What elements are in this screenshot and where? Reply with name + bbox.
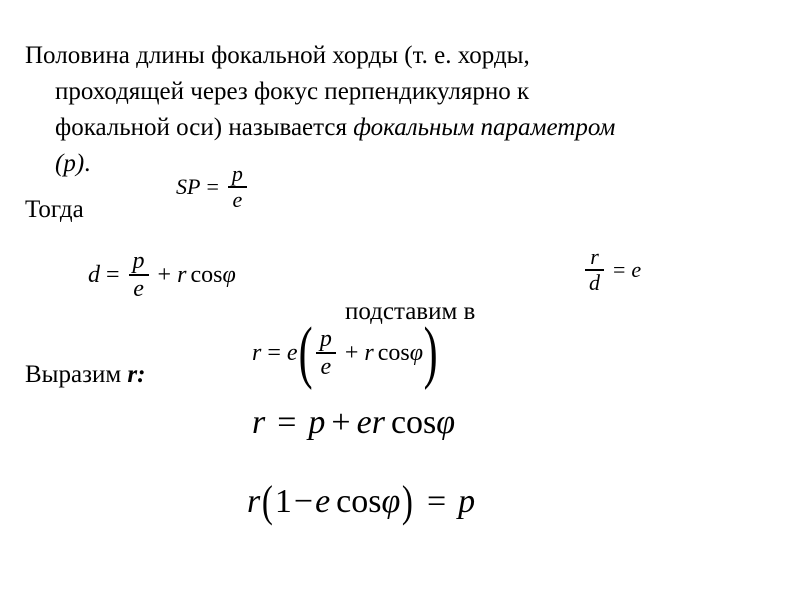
formula-rd-num: r	[590, 244, 599, 269]
formula-d	[88, 248, 236, 302]
focal-parameter-symbol: (p)	[55, 150, 85, 177]
formula-d-fraction	[129, 248, 149, 302]
formula-d-plus: +	[157, 261, 172, 288]
formula-sp-den: e	[232, 186, 243, 212]
formula-rexpr-plus: +	[331, 404, 351, 441]
formula-sp-lhs: SP	[176, 173, 201, 199]
formula-rsub-r: r	[364, 339, 374, 366]
label-express	[25, 360, 145, 390]
formula-rsub-fraction	[316, 326, 336, 380]
formula-d-den: e	[133, 275, 144, 302]
paragraph-line-3	[25, 110, 775, 146]
formula-rfac-p: p	[458, 482, 476, 520]
formula-d-cos: cos	[190, 261, 223, 288]
paragraph-period: .	[84, 150, 91, 177]
formula-rfac-r: r	[247, 482, 261, 520]
paragraph-line-3-text: фокальной оси) называется	[55, 114, 354, 141]
paragraph-line-4	[25, 146, 775, 182]
focal-parameter-term: фокальным параметром	[353, 114, 616, 141]
label-express-prefix: Выразим	[25, 361, 128, 388]
formula-rfac-rparen: )	[402, 477, 414, 526]
formula-rd-fraction	[585, 245, 604, 295]
formula-sp-num: p	[231, 161, 243, 186]
formula-rfac-one: 1	[274, 482, 292, 520]
formula-d-eq: =	[106, 261, 120, 288]
formula-sp-fraction	[228, 162, 247, 212]
formula-rsub-plus: +	[344, 339, 359, 366]
formula-rexpr-lhs: r	[252, 404, 266, 441]
formula-rd-rhs: e	[631, 256, 642, 282]
formula-rsub-e: e	[286, 339, 298, 366]
formula-rsub-phi: φ	[409, 339, 424, 366]
formula-rfac-lparen: (	[262, 477, 274, 526]
formula-rfac-e: e	[315, 482, 331, 520]
formula-r-expression	[252, 404, 455, 442]
formula-rsub-lhs: r	[252, 339, 262, 366]
formula-d-num: p	[132, 248, 145, 274]
label-substitute: подставим в	[345, 298, 476, 325]
formula-rd	[582, 245, 641, 295]
formula-rd-den: d	[589, 269, 600, 295]
paragraph-line-1: Половина длины фокальной хорды (т. е. хорды,	[25, 42, 530, 69]
formula-rexpr-eq: =	[277, 404, 297, 441]
formula-rsub-cos: cos	[377, 339, 410, 366]
formula-sp-eq: =	[206, 173, 219, 199]
formula-rsub-num: p	[319, 325, 332, 352]
formula-r-factored	[247, 476, 475, 527]
definition-paragraph	[25, 38, 775, 182]
label-then: Тогда	[25, 196, 84, 223]
formula-d-phi: φ	[222, 261, 236, 288]
formula-rexpr-er: er	[356, 404, 385, 441]
formula-rfac-cos: cos	[336, 482, 382, 520]
formula-rexpr-p: p	[308, 404, 326, 441]
formula-r-substituted	[252, 314, 438, 391]
formula-d-lhs: d	[88, 261, 100, 288]
formula-rsub-rparen: )	[423, 314, 438, 391]
formula-rsub-den: e	[320, 353, 332, 380]
formula-rfac-minus: −	[293, 482, 314, 520]
formula-rsub-lparen: (	[298, 314, 313, 391]
paragraph-line-2: проходящей через фокус перпендикулярно к	[55, 78, 530, 105]
formula-rexpr-phi: φ	[436, 404, 456, 441]
formula-rexpr-cos: cos	[390, 404, 437, 441]
label-express-var: r:	[127, 361, 146, 388]
formula-rfac-eq: =	[426, 482, 447, 520]
formula-rsub-eq: =	[267, 339, 281, 366]
formula-rd-eq: =	[613, 256, 626, 282]
formula-sp	[176, 162, 250, 212]
formula-d-r: r	[177, 261, 187, 288]
formula-rfac-phi: φ	[381, 482, 401, 520]
